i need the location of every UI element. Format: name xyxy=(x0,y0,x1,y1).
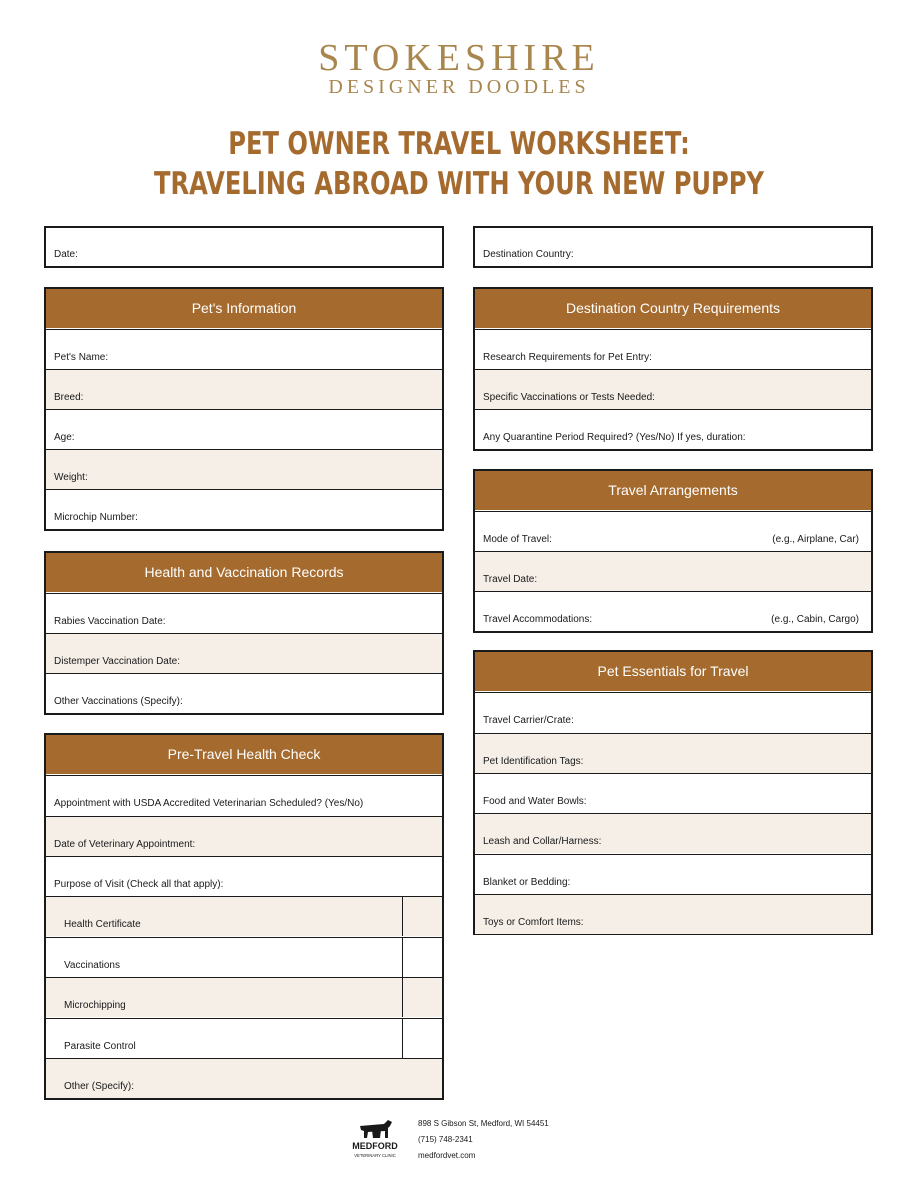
dog-cat-icon xyxy=(352,1116,398,1162)
clinic-phone: (715) 748-2341 xyxy=(418,1135,473,1144)
other-vaccinations-label: Other Vaccinations (Specify): xyxy=(54,696,183,707)
toys-comfort-row[interactable] xyxy=(475,894,871,934)
travel-arrangements-section xyxy=(473,469,873,633)
parasite-control-checkbox[interactable] xyxy=(402,1019,442,1058)
vaccinations-label: Vaccinations xyxy=(64,960,120,971)
food-water-bowls-row[interactable] xyxy=(475,773,871,813)
pets-name-label: Pet's Name: xyxy=(54,352,109,363)
destination-country-field[interactable] xyxy=(473,226,873,268)
leash-collar-label: Leash and Collar/Harness: xyxy=(483,836,602,847)
distemper-vaccination-row[interactable] xyxy=(46,633,442,673)
health-certificate-checkbox[interactable] xyxy=(402,897,442,936)
pets-information-section xyxy=(44,287,444,531)
vet-appointment-date-row[interactable] xyxy=(46,816,442,856)
health-certificate-label: Health Certificate xyxy=(64,919,141,930)
travel-arrangements-header: Travel Arrangements xyxy=(475,471,871,510)
usda-appointment-label: Appointment with USDA Accredited Veterinarian Scheduled? (Yes/No) xyxy=(54,798,364,809)
entry-requirements-label: Research Requirements for Pet Entry: xyxy=(483,352,652,363)
id-tags-row[interactable] xyxy=(475,733,871,773)
weight-label: Weight: xyxy=(54,472,88,483)
pets-name-row[interactable] xyxy=(46,329,442,369)
purpose-of-visit-label: Purpose of Visit (Check all that apply): xyxy=(54,879,224,890)
logo-sub-text: VETERINARY CLINIC xyxy=(354,1153,396,1158)
checklist-item-health-certificate xyxy=(46,896,442,936)
travel-accommodations-hint: (e.g., Cabin, Cargo) xyxy=(771,614,859,625)
vaccinations-checkbox[interactable] xyxy=(402,938,442,977)
microchip-number-label: Microchip Number: xyxy=(54,512,138,523)
pre-travel-health-header: Pre-Travel Health Check xyxy=(46,735,442,774)
travel-accommodations-label: Travel Accommodations: xyxy=(483,614,593,625)
travel-date-label: Travel Date: xyxy=(483,574,538,585)
microchipping-checkbox[interactable] xyxy=(402,978,442,1017)
vaccinations-tests-label: Specific Vaccinations or Tests Needed: xyxy=(483,392,655,403)
mode-of-travel-row[interactable] xyxy=(475,511,871,551)
food-water-bowls-label: Food and Water Bowls: xyxy=(483,796,587,807)
leash-collar-row[interactable] xyxy=(475,813,871,853)
toys-comfort-label: Toys or Comfort Items: xyxy=(483,917,584,928)
rabies-vaccination-label: Rabies Vaccination Date: xyxy=(54,616,166,627)
mode-of-travel-label: Mode of Travel: xyxy=(483,534,552,545)
rabies-vaccination-row[interactable] xyxy=(46,593,442,633)
microchip-number-row[interactable] xyxy=(46,489,442,529)
distemper-vaccination-label: Distemper Vaccination Date: xyxy=(54,656,180,667)
brand-tagline: DESIGNER DOODLES xyxy=(328,76,590,98)
clinic-address: 898 S Gibson St, Medford, WI 54451 xyxy=(418,1119,549,1128)
page-title: PET OWNER TRAVEL WORKSHEET: xyxy=(228,126,690,162)
checklist-item-vaccinations xyxy=(46,937,442,977)
brand-name: STOKESHIRE xyxy=(318,37,600,79)
parasite-control-label: Parasite Control xyxy=(64,1041,136,1052)
health-vaccination-header: Health and Vaccination Records xyxy=(46,553,442,592)
quarantine-label: Any Quarantine Period Required? (Yes/No) If yes, duration: xyxy=(483,432,746,443)
pets-information-header: Pet's Information xyxy=(46,289,442,328)
entry-requirements-row[interactable] xyxy=(475,329,871,369)
breed-label: Breed: xyxy=(54,392,84,403)
medford-clinic-logo xyxy=(352,1116,398,1162)
purpose-of-visit-row xyxy=(46,856,442,896)
destination-requirements-section xyxy=(473,287,873,451)
pet-essentials-section xyxy=(473,650,873,935)
id-tags-label: Pet Identification Tags: xyxy=(483,756,584,767)
clinic-website[interactable]: medfordvet.com xyxy=(418,1151,476,1160)
logo-name-text: MEDFORD xyxy=(352,1141,398,1151)
pet-essentials-header: Pet Essentials for Travel xyxy=(475,652,871,691)
blanket-bedding-row[interactable] xyxy=(475,854,871,894)
travel-carrier-row[interactable] xyxy=(475,692,871,732)
blanket-bedding-label: Blanket or Bedding: xyxy=(483,877,571,888)
other-vaccinations-row[interactable] xyxy=(46,673,442,713)
date-label: Date: xyxy=(54,249,78,260)
page-subtitle: TRAVELING ABROAD WITH YOUR NEW PUPPY xyxy=(153,166,765,202)
destination-country-label: Destination Country: xyxy=(483,249,574,260)
checklist-item-microchipping xyxy=(46,977,442,1017)
microchipping-label: Microchipping xyxy=(64,1000,126,1011)
destination-requirements-header: Destination Country Requirements xyxy=(475,289,871,328)
vaccinations-tests-row[interactable] xyxy=(475,369,871,409)
age-label: Age: xyxy=(54,432,75,443)
checklist-item-parasite-control xyxy=(46,1018,442,1058)
pre-travel-health-section xyxy=(44,733,444,1100)
vet-appointment-date-label: Date of Veterinary Appointment: xyxy=(54,839,196,850)
other-specify-row[interactable] xyxy=(46,1058,442,1098)
usda-appointment-row[interactable] xyxy=(46,775,442,815)
quarantine-row[interactable] xyxy=(475,409,871,449)
mode-of-travel-hint: (e.g., Airplane, Car) xyxy=(772,534,859,545)
breed-row[interactable] xyxy=(46,369,442,409)
age-row[interactable] xyxy=(46,409,442,449)
other-specify-label: Other (Specify): xyxy=(64,1081,135,1092)
health-vaccination-section xyxy=(44,551,444,715)
travel-date-row[interactable] xyxy=(475,551,871,591)
travel-carrier-label: Travel Carrier/Crate: xyxy=(483,715,574,726)
travel-accommodations-row[interactable] xyxy=(475,591,871,631)
weight-row[interactable] xyxy=(46,449,442,489)
date-field[interactable] xyxy=(44,226,444,268)
